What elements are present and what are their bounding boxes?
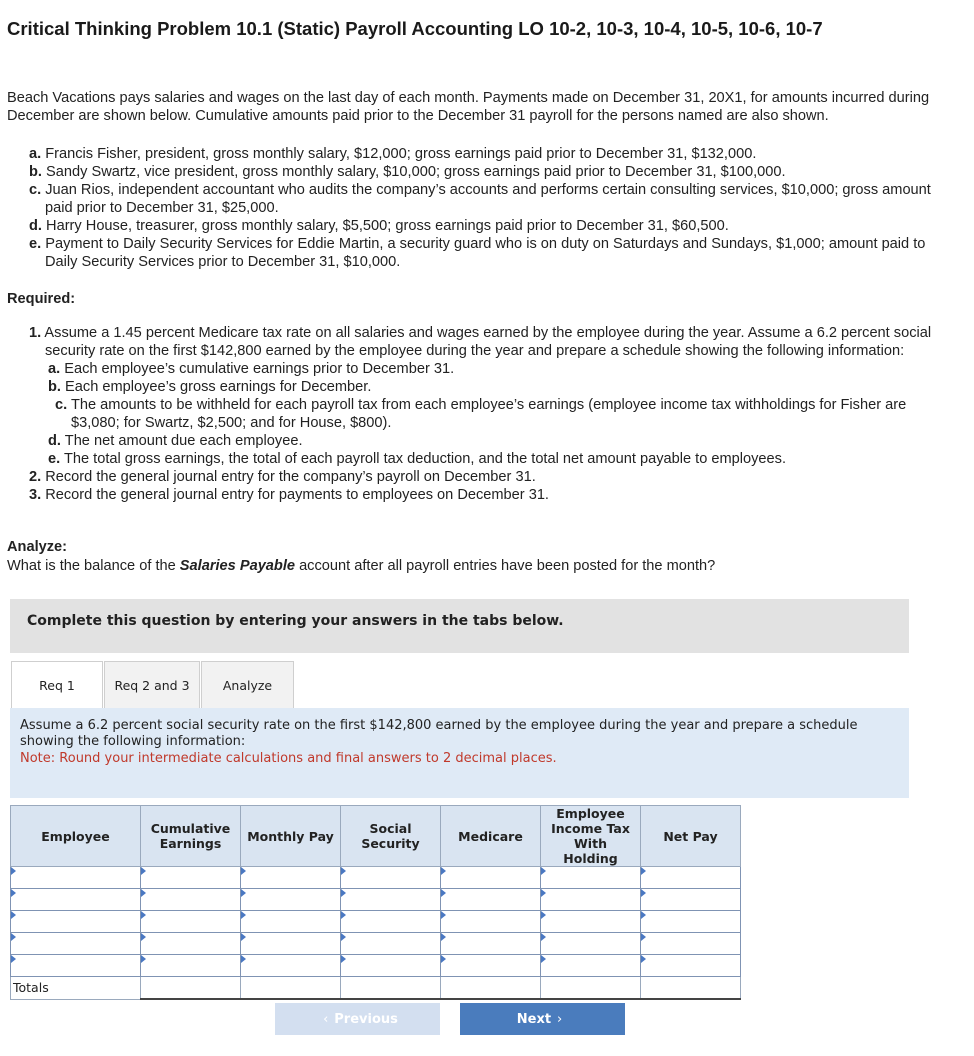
analyze-heading: Analyze: [7,539,68,555]
list-item: d. Harry House, treasurer, gross monthly salary, $5,500; gross earnings paid prior to December 31, $60,500. [29,218,729,234]
header-social-security: Social Security [341,806,441,867]
totals-row [11,977,741,1000]
list-item: e. Payment to Daily Security Services for Eddie Martin, a security guard who is on duty on Saturdays and Sundays, $1,000; amount paid to Daily Security Services prior to December 31, $10,000. [29,236,926,270]
total-cell[interactable] [641,977,741,1000]
input-cell[interactable] [441,911,541,933]
input-cell[interactable] [141,867,241,889]
tab-req-1[interactable]: Req 1 [11,661,103,708]
list-item: c. Juan Rios, independent accountant who audits the company’s accounts and performs certain consulting services, $10,000; gross amount paid prior to December 31, $25,000. [29,182,931,216]
input-cell[interactable] [241,955,341,977]
input-cell[interactable] [541,889,641,911]
next-button[interactable] [460,1003,625,1035]
input-cell[interactable] [441,955,541,977]
total-cell[interactable] [241,977,341,1000]
input-cell[interactable] [241,889,341,911]
header-medicare: Medicare [441,806,541,867]
required-list [7,324,952,504]
input-cell[interactable] [241,867,341,889]
list-item: e. The total gross earnings, the total of each payroll tax deduction, and the total net amount payable to employees. [48,451,787,467]
input-cell[interactable] [641,911,741,933]
problem-intro: Beach Vacations pays salaries and wages on the last day of each month. Payments made on December 31, 20X1, for amounts incurred during December are shown below. Cumulative amounts paid prior to the December 31 payroll for the persons named are also shown. [7,90,930,124]
input-cell[interactable] [441,889,541,911]
chevron-left-icon: ‹ [323,1011,329,1027]
input-cell[interactable] [11,955,141,977]
header-employee: Employee [11,806,141,867]
previous-button-label: Previous [334,1011,398,1027]
problem-items [7,145,952,271]
input-cell[interactable] [341,933,441,955]
list-item: a. Francis Fisher, president, gross monthly salary, $12,000; gross earnings paid prior to December 31, $132,000. [29,146,757,162]
table-header-row [11,806,741,867]
input-cell[interactable] [341,911,441,933]
input-cell[interactable] [11,933,141,955]
list-item: c. The amounts to be withheld for each payroll tax from each employee’s earnings (employee income tax withholdings for Fisher are $3,080; for Swartz, $2,500; and for House, $800). [55,397,907,431]
input-cell[interactable] [241,911,341,933]
input-cell[interactable] [541,867,641,889]
list-item: 3. Record the general journal entry for payments to employees on December 31. [29,487,549,503]
table-row [11,955,741,977]
total-cell[interactable] [341,977,441,1000]
rounding-note: Note: Round your intermediate calculations and final answers to 2 decimal places. [20,751,557,766]
tab-analyze[interactable]: Analyze [201,661,294,708]
input-cell[interactable] [641,889,741,911]
total-cell[interactable] [441,977,541,1000]
input-cell[interactable] [141,911,241,933]
payroll-schedule-table [10,805,741,1000]
header-net-pay: Net Pay [641,806,741,867]
input-cell[interactable] [141,889,241,911]
table-row [11,911,741,933]
banner-text: Complete this question by entering your answers in the tabs below. [27,613,564,629]
required-heading: Required: [7,291,76,307]
instructions-banner [10,599,909,653]
header-cumulative-earnings: Cumulative Earnings [141,806,241,867]
total-cell[interactable] [141,977,241,1000]
list-item: d. The net amount due each employee. [48,433,303,449]
input-cell[interactable] [341,955,441,977]
input-cell[interactable] [441,933,541,955]
list-item: b. Each employee’s gross earnings for December. [48,379,372,395]
table-row [11,889,741,911]
input-cell[interactable] [341,889,441,911]
input-cell[interactable] [11,911,141,933]
input-cell[interactable] [241,933,341,955]
header-monthly-pay: Monthly Pay [241,806,341,867]
input-cell[interactable] [641,933,741,955]
input-cell[interactable] [641,955,741,977]
input-cell[interactable] [11,889,141,911]
list-item: b. Sandy Swartz, vice president, gross monthly salary, $10,000; gross earnings paid prior to December 31, $100,000. [29,164,786,180]
list-item: 1. Assume a 1.45 percent Medicare tax rate on all salaries and wages earned by the employee during the year. Assume a 6.2 percent social security rate on the first $142,800 earned by the employee during the year and prepare a schedule showing the following information: [29,325,932,359]
table-row [11,867,741,889]
input-cell[interactable] [11,867,141,889]
page-title: Critical Thinking Problem 10.1 (Static) Payroll Accounting LO 10-2, 10-3, 10-4, 10-5, 10-6, 10-7 [7,18,823,39]
previous-button[interactable] [275,1003,440,1035]
analyze-question: What is the balance of the Salaries Payable account after all payroll entries have been posted for the month? [7,558,716,574]
input-cell[interactable] [541,955,641,977]
tab-req-2-and-3[interactable]: Req 2 and 3 [104,661,200,708]
input-cell[interactable] [141,955,241,977]
input-cell[interactable] [641,867,741,889]
input-cell[interactable] [141,933,241,955]
tab-panel [10,708,909,798]
total-cell[interactable] [541,977,641,1000]
next-button-label: Next [516,1011,552,1027]
totals-label: Totals [11,977,141,1000]
input-cell[interactable] [341,867,441,889]
tab-instruction: Assume a 6.2 percent social security rate on the first $142,800 earned by the employee during the year and prepare a schedule showing the following information: [20,718,858,749]
input-cell[interactable] [541,933,641,955]
list-item: 2. Record the general journal entry for the company’s payroll on December 31. [29,469,536,485]
input-cell[interactable] [541,911,641,933]
header-income-tax-withholding: Employee Income Tax With Holding [541,806,641,867]
list-item: a. Each employee’s cumulative earnings prior to December 31. [48,361,455,377]
input-cell[interactable] [441,867,541,889]
chevron-right-icon: › [557,1011,563,1027]
table-row [11,933,741,955]
